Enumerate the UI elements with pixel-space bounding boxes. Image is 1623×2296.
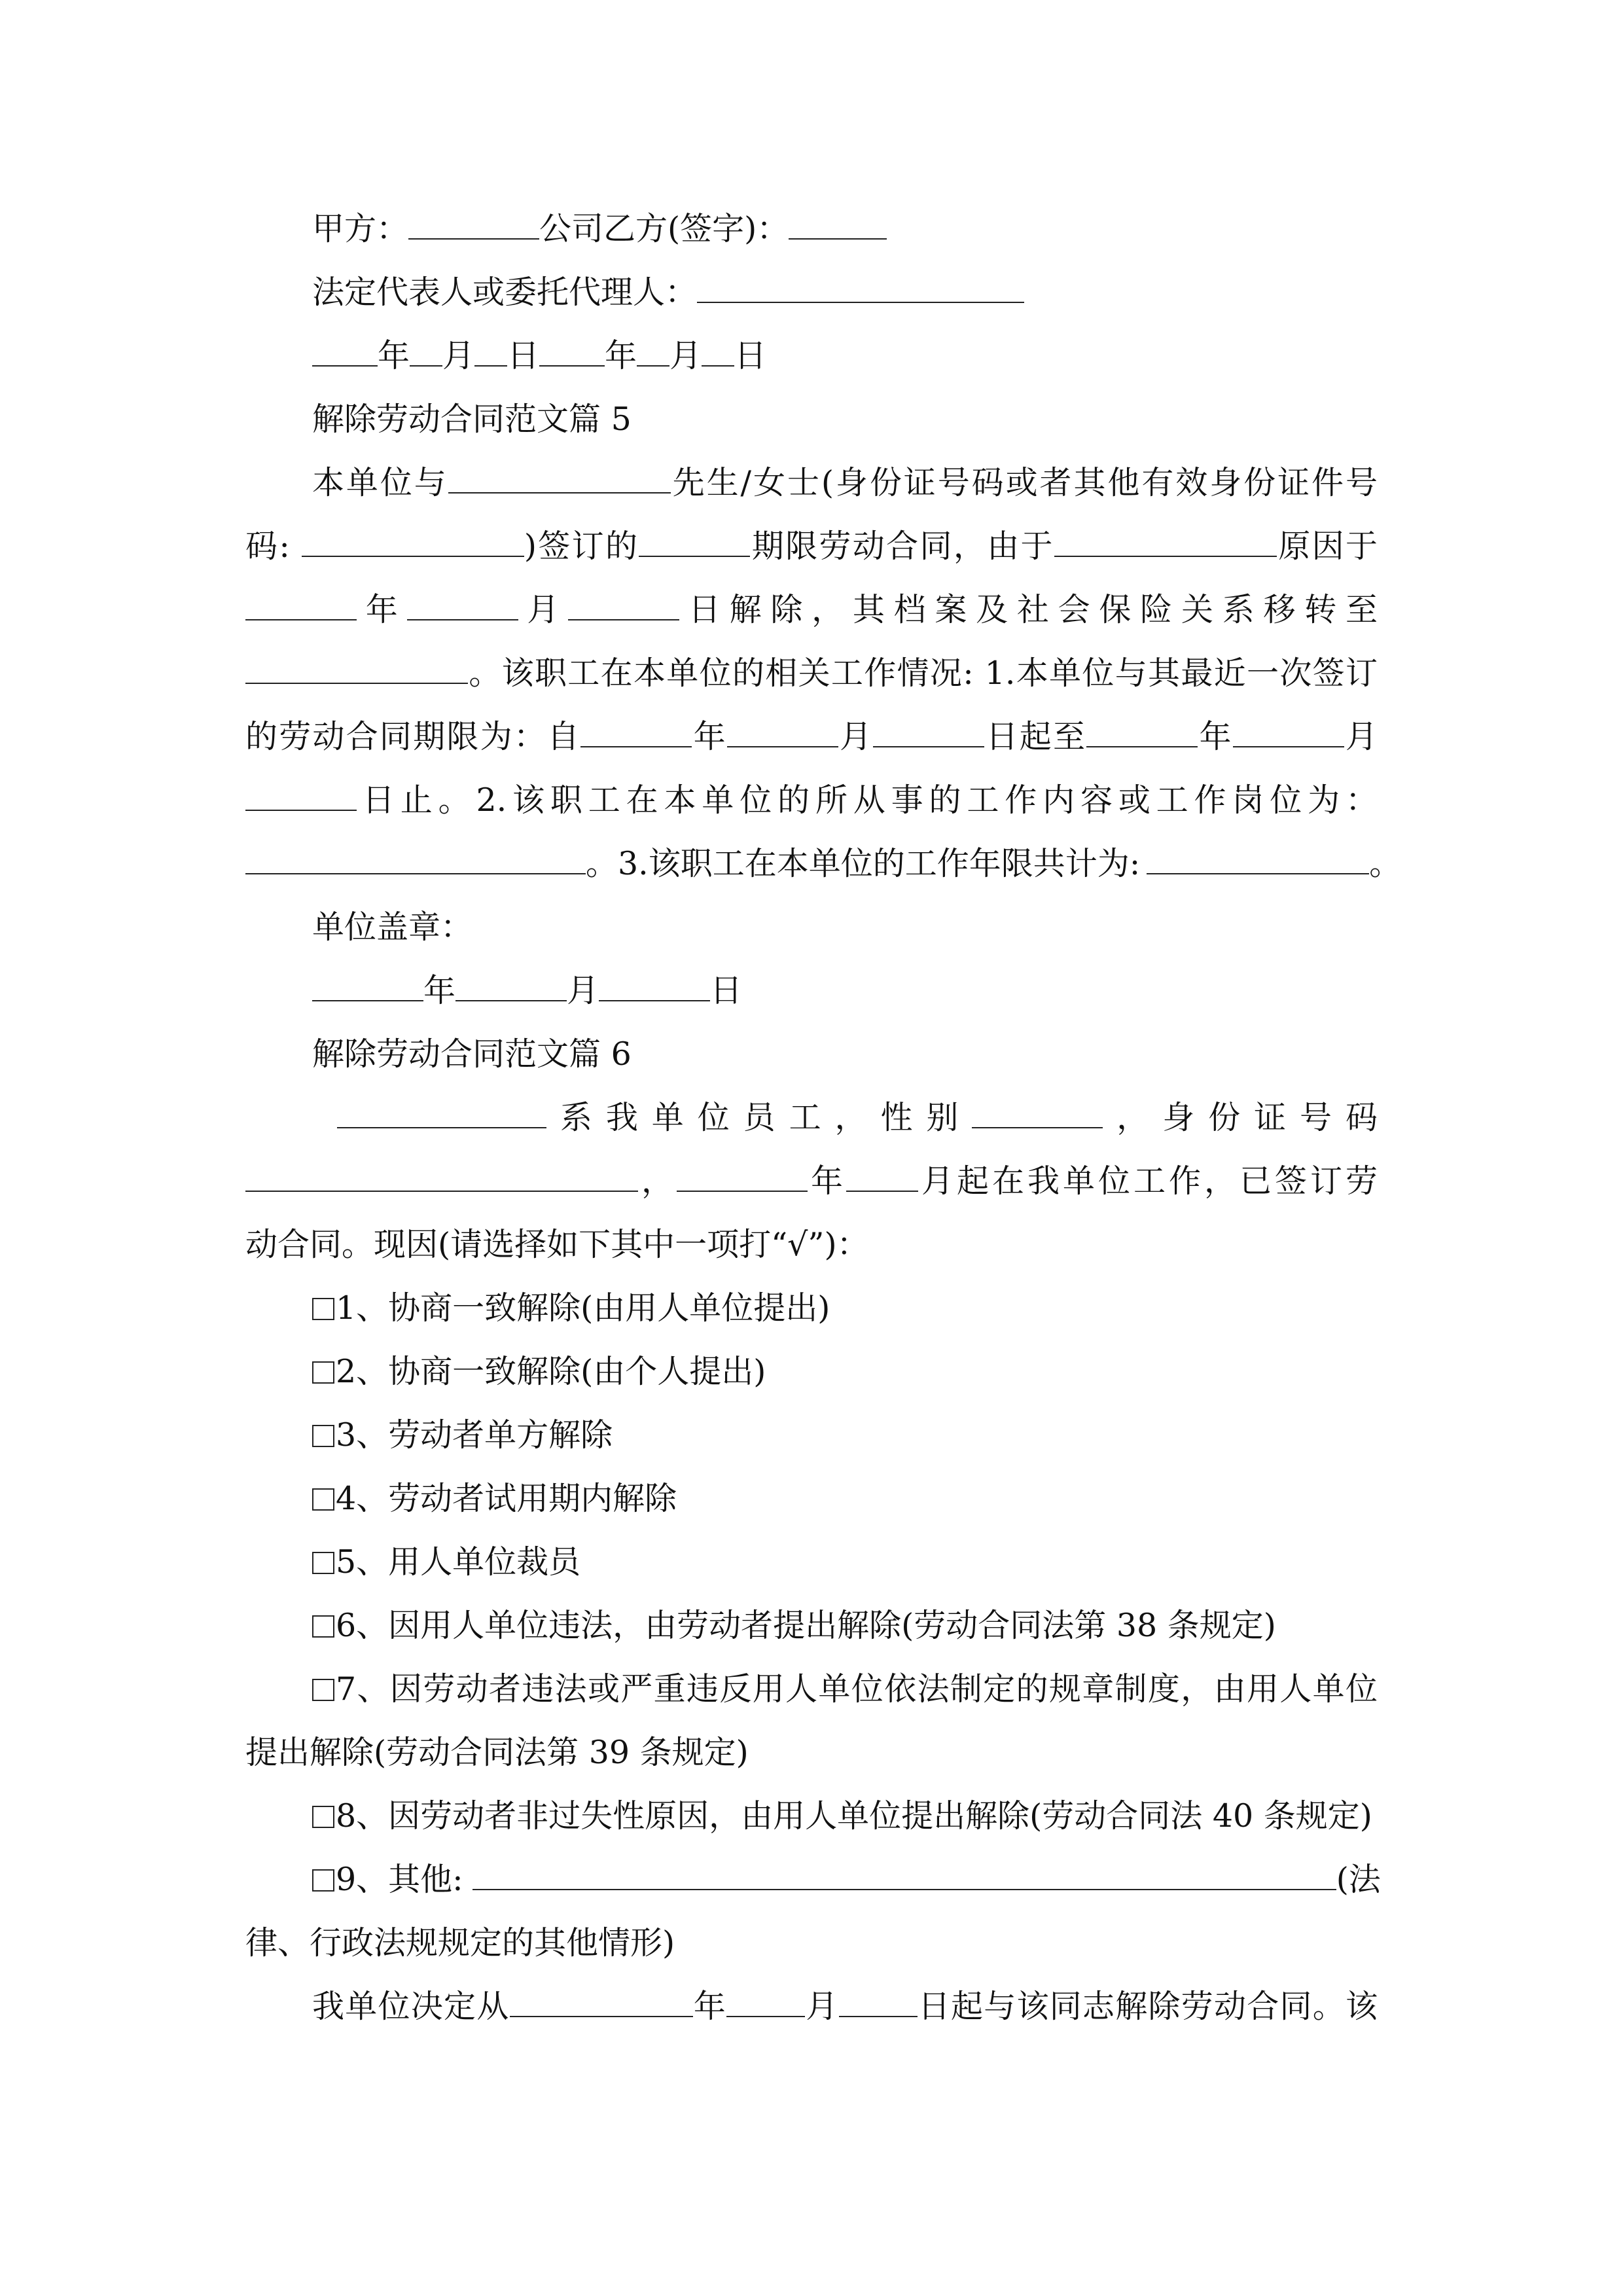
s5-para-line-3 bbox=[245, 590, 1378, 630]
s6-para-line-2 bbox=[245, 1162, 1378, 1201]
year-label: 年 bbox=[378, 337, 410, 374]
seal-label: 单位盖章： bbox=[312, 908, 473, 946]
seal-month-blank[interactable] bbox=[455, 971, 567, 1001]
text: 年 bbox=[1198, 718, 1233, 755]
text: 月 bbox=[838, 718, 874, 755]
checkbox[interactable] bbox=[312, 1679, 334, 1701]
option-7-continued: 提出解除(劳动合同法第 39 条规定) bbox=[245, 1734, 749, 1771]
termination-month-blank[interactable] bbox=[407, 590, 518, 620]
text: 。 bbox=[1369, 845, 1402, 882]
transfer-to-blank[interactable] bbox=[245, 654, 468, 684]
start-day-blank[interactable] bbox=[873, 717, 984, 747]
sign-date-line bbox=[312, 336, 1378, 376]
year-label: 年 bbox=[423, 972, 456, 1009]
legal-rep-blank[interactable] bbox=[697, 273, 1024, 303]
option-label: 3、劳动者单方解除 bbox=[336, 1416, 613, 1454]
checkbox[interactable] bbox=[312, 1361, 334, 1384]
termination-day-blank[interactable] bbox=[568, 590, 679, 620]
option-label: 9、其他: bbox=[336, 1861, 463, 1898]
option-label: 6、因用人单位违法，由劳动者提出解除(劳动合同法第 38 条规定) bbox=[336, 1607, 1276, 1644]
text: 日解除，其档案及社会保险关系移转至 bbox=[679, 591, 1378, 628]
checkbox[interactable] bbox=[312, 1806, 334, 1828]
text: ， bbox=[638, 1162, 677, 1200]
checkbox[interactable] bbox=[312, 1298, 334, 1320]
option-2[interactable] bbox=[312, 1352, 1378, 1391]
text: 的劳动合同期限为：自 bbox=[245, 718, 581, 755]
option-label: 7、因劳动者违法或严重违反用人单位依法制定的规章制度，由用人单位 bbox=[336, 1670, 1378, 1708]
s6-year-blank[interactable] bbox=[677, 1162, 808, 1192]
text: 年 bbox=[692, 1988, 726, 2025]
option-9[interactable] bbox=[312, 1860, 1381, 1899]
text: 码: bbox=[245, 528, 290, 565]
checkbox[interactable] bbox=[312, 1615, 334, 1638]
option-8[interactable] bbox=[312, 1797, 1378, 1836]
text: 。3.该职工在本单位的工作年限共计为: bbox=[586, 845, 1141, 882]
option-9-continued: 律、行政法规规定的其他情形) bbox=[245, 1924, 675, 1962]
text: (法 bbox=[1336, 1861, 1381, 1898]
final-decision-line bbox=[312, 1987, 1378, 2026]
option-3[interactable] bbox=[312, 1416, 1378, 1455]
option-5[interactable] bbox=[312, 1543, 1378, 1582]
text: 。该职工在本单位的相关工作情况: 1.本单位与其最近一次签订 bbox=[468, 655, 1378, 692]
option-1[interactable] bbox=[312, 1289, 1378, 1328]
final-year-blank[interactable] bbox=[510, 1987, 693, 2017]
text: 年 bbox=[808, 1162, 846, 1200]
s6-id-number-blank[interactable] bbox=[245, 1162, 638, 1192]
text: 先生/女士(身份证号码或者其他有效身份证件号 bbox=[670, 464, 1378, 501]
text: 月 bbox=[1344, 718, 1378, 755]
text: 日止。2.该职工在本单位的所从事的工作内容或工作岗位为： bbox=[357, 781, 1378, 819]
option-label: 5、用人单位裁员 bbox=[336, 1543, 581, 1581]
company-name-blank[interactable] bbox=[408, 209, 539, 240]
date-month-blank-2[interactable] bbox=[637, 336, 669, 367]
date-year-blank[interactable] bbox=[312, 336, 378, 367]
text: 月起在我单位工作，已签订劳 bbox=[918, 1162, 1378, 1200]
s6-employee-name-blank[interactable] bbox=[337, 1098, 546, 1128]
end-month-blank[interactable] bbox=[1233, 717, 1344, 747]
reason-blank[interactable] bbox=[1054, 527, 1277, 557]
text: 原因于 bbox=[1276, 528, 1378, 565]
party-a-line bbox=[312, 209, 1378, 249]
option-label: 8、因劳动者非过失性原因，由用人单位提出解除(劳动合同法 40 条规定) bbox=[336, 1797, 1372, 1835]
section6-heading: 解除劳动合同范文篇 6 bbox=[312, 1035, 632, 1073]
party-b-label: 公司乙方(签字)： bbox=[539, 210, 789, 247]
text: 年 bbox=[692, 718, 727, 755]
start-month-blank[interactable] bbox=[727, 717, 838, 747]
text: 月 bbox=[518, 591, 569, 628]
option-7[interactable] bbox=[312, 1670, 1378, 1709]
option-label: 1、协商一致解除(由用人单位提出) bbox=[336, 1289, 830, 1327]
s5-para-line-1 bbox=[312, 463, 1378, 503]
end-day-blank[interactable] bbox=[245, 781, 357, 811]
day-label: 日 bbox=[710, 972, 743, 1009]
s6-para-line-3: 动合同。现因(请选择如下其中一项打“√”)： bbox=[245, 1226, 869, 1263]
other-reason-blank[interactable] bbox=[473, 1860, 1336, 1890]
employee-name-blank[interactable] bbox=[448, 463, 671, 493]
party-a-label: 甲方： bbox=[312, 210, 409, 247]
text: 期限劳动合同，由于 bbox=[750, 528, 1054, 565]
section5-heading: 解除劳动合同范文篇 5 bbox=[312, 401, 632, 438]
year-label-2: 年 bbox=[605, 337, 637, 374]
end-year-blank[interactable] bbox=[1086, 717, 1198, 747]
s5-para-line-2 bbox=[245, 527, 1378, 566]
s6-month-blank[interactable] bbox=[846, 1162, 918, 1192]
start-year-blank[interactable] bbox=[580, 717, 692, 747]
checkbox[interactable] bbox=[312, 1425, 334, 1447]
date-day-blank-2[interactable] bbox=[702, 336, 734, 367]
option-6[interactable] bbox=[312, 1606, 1378, 1645]
day-label-2: 日 bbox=[734, 337, 767, 374]
s5-para-line-7 bbox=[245, 844, 1402, 884]
text: 日起与该同志解除劳动合同。该 bbox=[917, 1988, 1378, 2025]
legal-rep-line bbox=[312, 273, 1378, 312]
text: )签订的 bbox=[524, 528, 639, 565]
legal-rep-label: 法定代表人或委托代理人： bbox=[312, 274, 698, 311]
job-content-blank[interactable] bbox=[245, 844, 586, 874]
seal-date-line bbox=[312, 971, 1378, 1011]
option-label: 4、劳动者试用期内解除 bbox=[336, 1480, 677, 1517]
text: 月 bbox=[805, 1988, 839, 2025]
day-label: 日 bbox=[507, 337, 540, 374]
text: 系我单位员工，性别 bbox=[546, 1099, 972, 1136]
party-b-signature-blank[interactable] bbox=[789, 209, 887, 240]
option-label: 2、协商一致解除(由个人提出) bbox=[336, 1353, 766, 1390]
month-label-2: 月 bbox=[669, 337, 702, 374]
s6-para-line-1 bbox=[337, 1098, 1378, 1138]
seal-year-blank[interactable] bbox=[312, 971, 423, 1001]
text: 本单位与 bbox=[312, 464, 448, 501]
final-month-blank[interactable] bbox=[726, 1987, 805, 2017]
checkbox[interactable] bbox=[312, 1488, 334, 1511]
date-year-blank-2[interactable] bbox=[539, 336, 605, 367]
gender-blank[interactable] bbox=[972, 1098, 1103, 1128]
checkbox[interactable] bbox=[312, 1869, 334, 1892]
final-day-blank[interactable] bbox=[839, 1987, 918, 2017]
option-4[interactable] bbox=[312, 1479, 1378, 1518]
s5-para-line-4 bbox=[245, 654, 1378, 693]
text: 年 bbox=[357, 591, 407, 628]
text: 日起至 bbox=[984, 718, 1087, 755]
month-label: 月 bbox=[442, 337, 475, 374]
work-years-blank[interactable] bbox=[1147, 844, 1369, 874]
date-day-blank[interactable] bbox=[474, 336, 507, 367]
contract-term-blank[interactable] bbox=[639, 527, 750, 557]
s5-para-line-5 bbox=[245, 717, 1378, 757]
seal-day-blank[interactable] bbox=[599, 971, 710, 1001]
text: 我单位决定从 bbox=[312, 1988, 510, 2025]
s5-para-line-6 bbox=[245, 781, 1378, 820]
termination-year-blank[interactable] bbox=[245, 590, 357, 620]
checkbox[interactable] bbox=[312, 1552, 334, 1574]
month-label: 月 bbox=[567, 972, 599, 1009]
date-month-blank[interactable] bbox=[410, 336, 442, 367]
id-number-blank[interactable] bbox=[302, 527, 524, 557]
text: ，身份证号码 bbox=[1103, 1099, 1378, 1136]
